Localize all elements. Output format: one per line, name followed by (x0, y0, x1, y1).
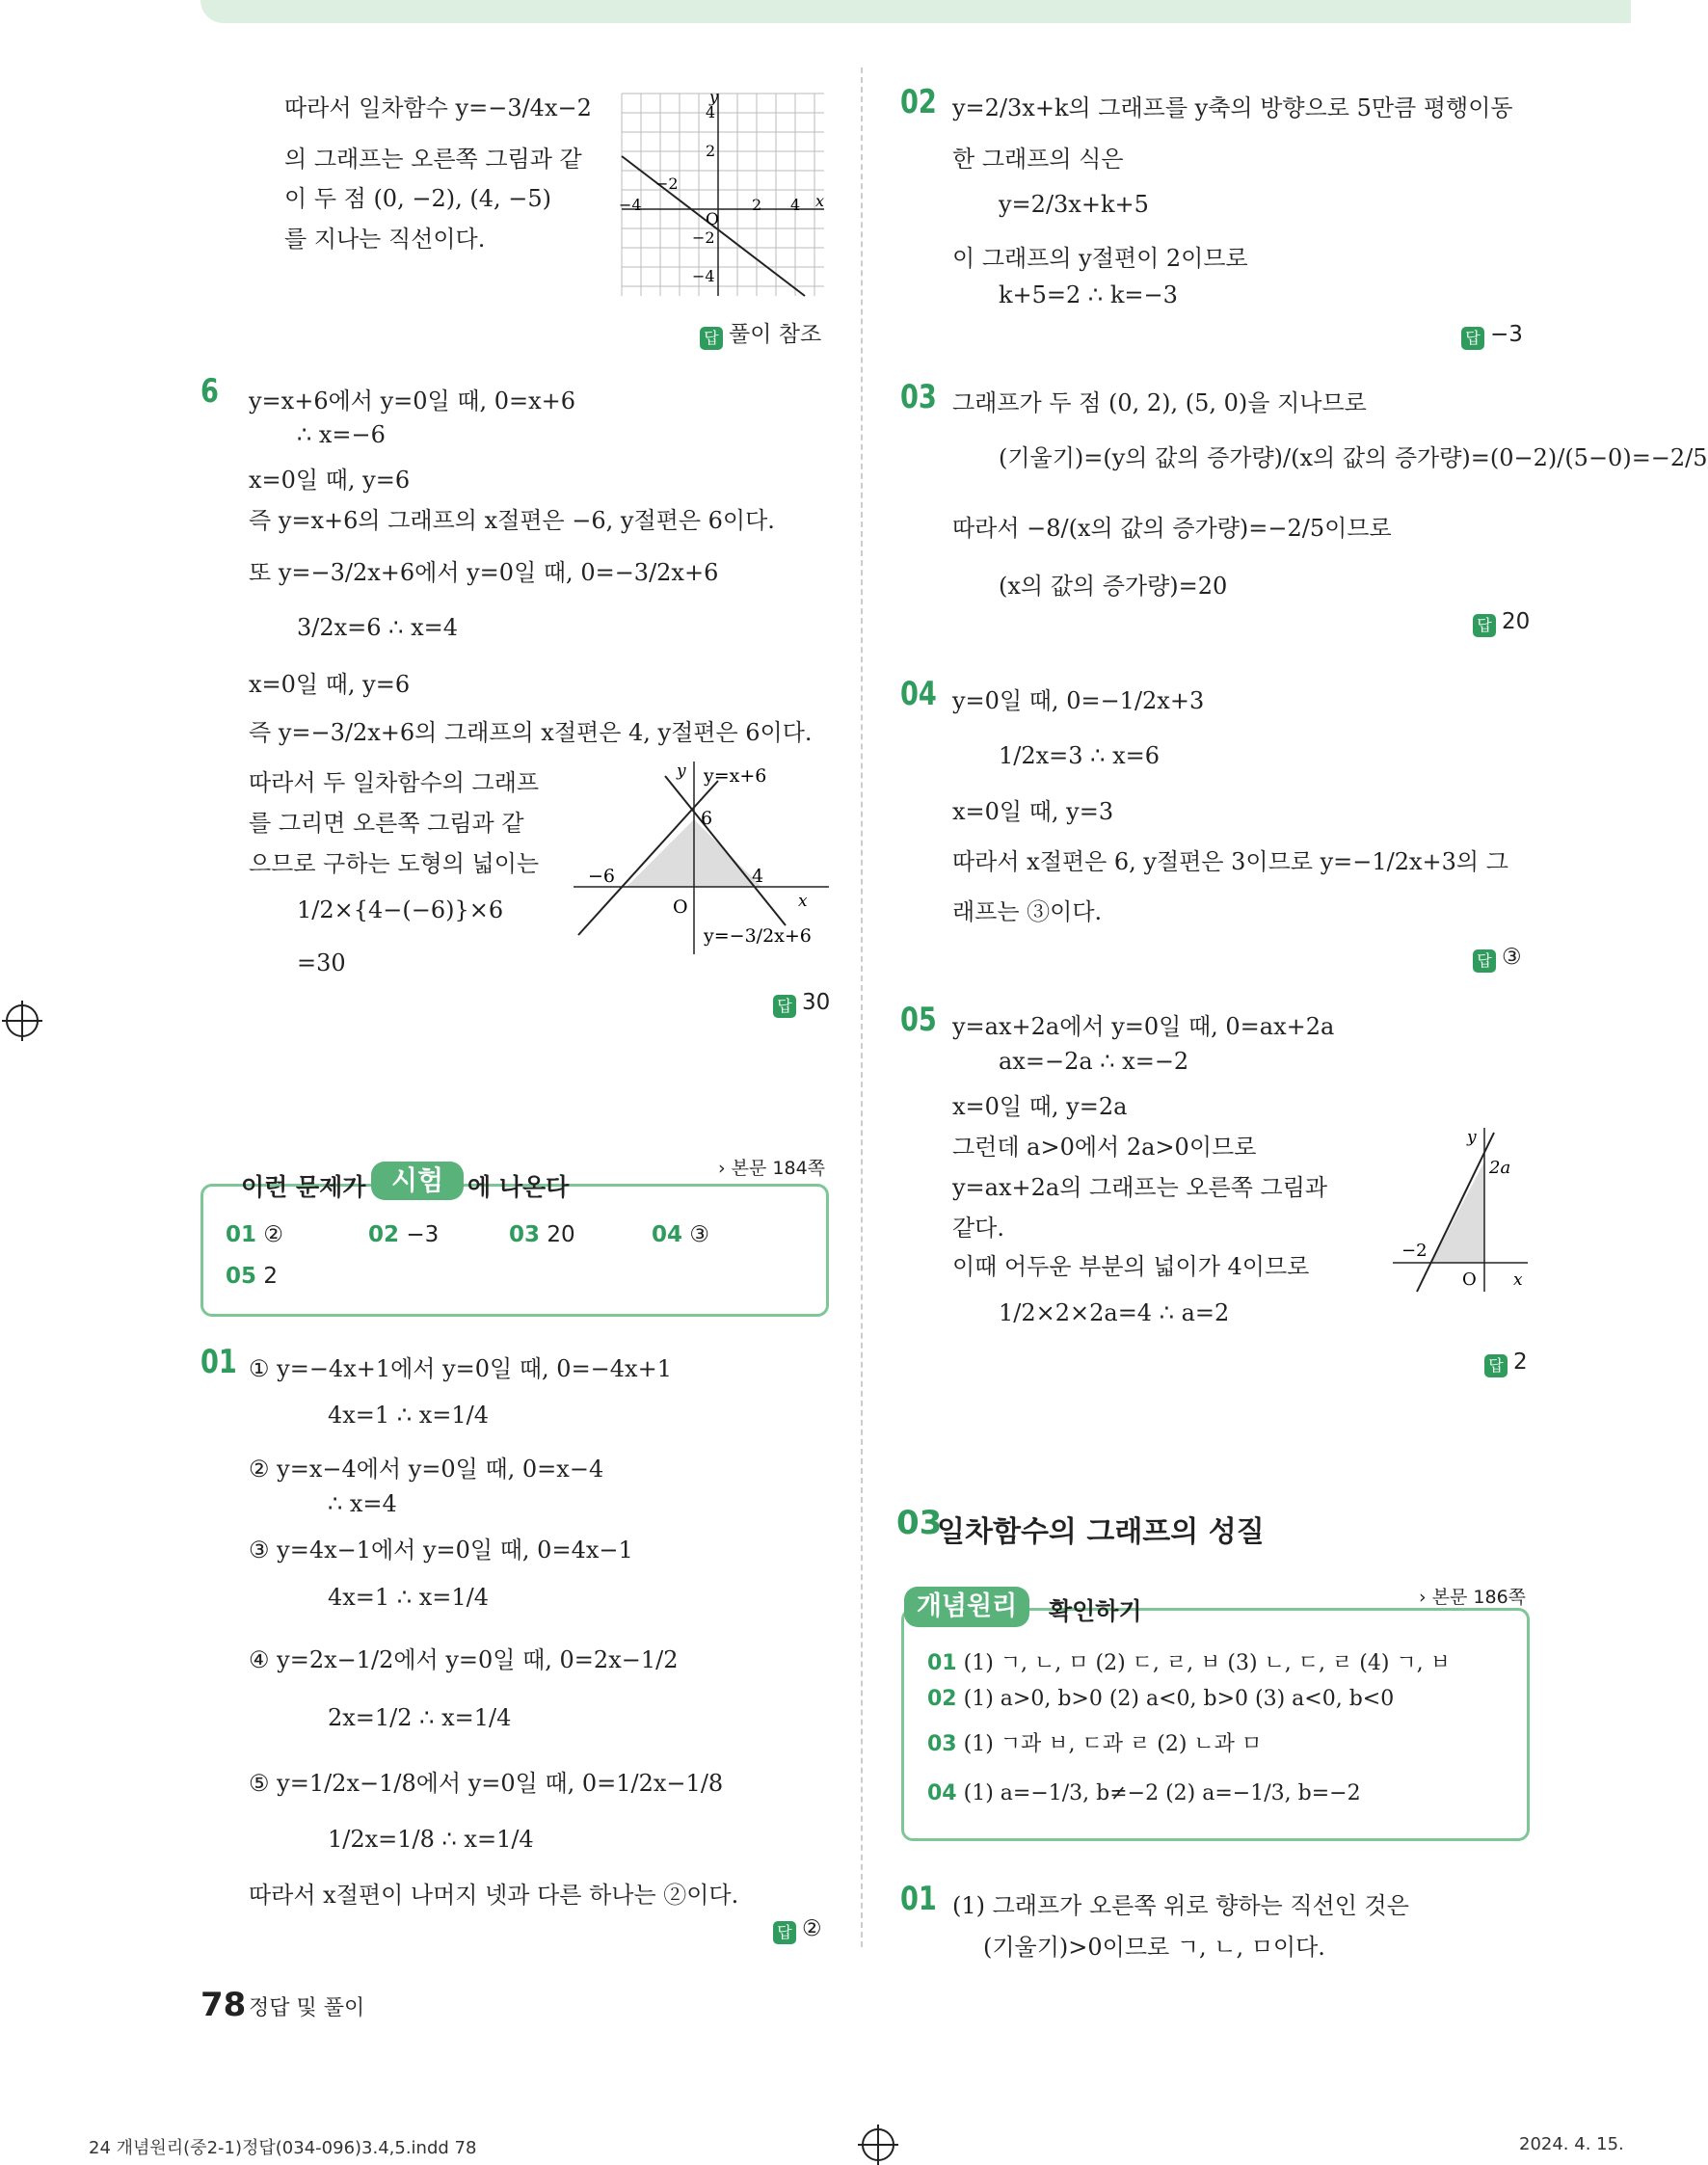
text-line: 그런데 a>0에서 2a>0이므로 (952, 1134, 1257, 1161)
text-line: 이때 어두운 부분의 넓이가 4이므로 (952, 1253, 1310, 1280)
text-line: 의 그래프는 오른쪽 그림과 같 (284, 146, 582, 173)
answer-line (773, 1916, 822, 1944)
problem-number: 01 (200, 1343, 237, 1381)
answer-badge-icon: 답 (700, 327, 723, 350)
text-line: 따라서 두 일차함수의 그래프 (249, 769, 540, 796)
registration-mark-icon (862, 2128, 894, 2161)
answer-value: ② (802, 1916, 822, 1941)
text-line: 한 그래프의 식은 (952, 146, 1124, 173)
text-line: 1/2×{4−(−6)}×6 (297, 896, 504, 923)
text-line: 같다. (952, 1215, 1004, 1242)
text-line: ② y=x−4에서 y=0일 때, 0=x−4 (249, 1456, 604, 1483)
graph-top-left (617, 89, 829, 301)
exam-item: 01 ② (226, 1222, 283, 1247)
text-line: y=ax+2a에서 y=0일 때, 0=ax+2a (952, 1013, 1335, 1040)
exam-box-ref-text: 본문 184쪽 (731, 1158, 826, 1179)
concept-box-title: 확인하기 (1049, 1597, 1142, 1625)
exam-item: 02 −3 (368, 1222, 440, 1247)
concept-box-frame (901, 1608, 1530, 1841)
answer-value: ③ (1502, 945, 1522, 970)
tick-label: −6 (588, 866, 616, 887)
tick-label: −2 (655, 174, 679, 193)
concept-box-pill: 개념원리 (904, 1587, 1029, 1627)
text-line: 래프는 ③이다. (952, 898, 1103, 925)
answer-badge-icon: 답 (1473, 614, 1496, 637)
text-line: y=x+6에서 y=0일 때, 0=x+6 (249, 388, 576, 414)
axis-y-label: y (677, 762, 686, 781)
tick-label: 2 (706, 142, 716, 160)
text-line: x=0일 때, y=6 (249, 467, 411, 494)
concept-item: 04 (1) a=−1/3, b≠−2 (2) a=−1/3, b=−2 (927, 1781, 1361, 1805)
tick-label: 2 (752, 196, 762, 214)
text-line: 따라서 −8/(x의 값의 증가량)=−2/5이므로 (952, 515, 1392, 542)
axis-y-label: y (709, 88, 719, 106)
axis-x-label: x (815, 192, 825, 210)
problem-number: 04 (900, 675, 937, 713)
footer-rule (0, 2101, 1631, 2102)
graph-problem-6 (569, 757, 839, 959)
tick-label: −2 (692, 228, 715, 247)
answer-line (773, 990, 830, 1018)
problem-number: 05 (900, 1001, 937, 1039)
problem-number: 01 (900, 1880, 937, 1918)
text-line: =30 (297, 949, 346, 976)
answer-badge-icon: 답 (1461, 327, 1484, 350)
text-line: 따라서 x절편은 6, y절편은 3이므로 y=−1/2x+3의 그 (952, 848, 1508, 875)
axis-y-label: y (1467, 1128, 1477, 1147)
answer-value: 2 (1513, 1350, 1528, 1375)
text-line: ③ y=4x−1에서 y=0일 때, 0=4x−1 (249, 1537, 633, 1564)
problem-number: 02 (900, 83, 937, 121)
text-line: 1/2x=3 ∴ x=6 (999, 742, 1160, 769)
column-divider (861, 67, 863, 1947)
answer-line (700, 316, 821, 350)
answer-line (1473, 609, 1530, 637)
text-line: x=0일 때, y=3 (952, 798, 1114, 825)
text-line: 으므로 구하는 도형의 넓이는 (249, 850, 540, 877)
page-label: 정답 및 풀이 (249, 1996, 365, 2020)
exam-item: 05 2 (226, 1264, 278, 1289)
answer-line (1484, 1350, 1528, 1377)
tick-label: 2a (1489, 1158, 1511, 1178)
tick-label: 4 (706, 103, 716, 121)
text-line: ⑤ y=1/2x−1/8에서 y=0일 때, 0=1/2x−1/8 (249, 1770, 724, 1797)
text-line: ① y=−4x+1에서 y=0일 때, 0=−4x+1 (249, 1355, 672, 1382)
text-line: ∴ x=4 (328, 1490, 397, 1517)
tick-label: −4 (619, 196, 642, 214)
answer-line (1461, 322, 1523, 350)
text-line: 따라서 x절편이 나머지 넷과 다른 하나는 ②이다. (249, 1882, 739, 1909)
origin-label: O (673, 896, 688, 918)
text-line: (기울기)>0이므로 ㄱ, ㄴ, ㅁ이다. (983, 1934, 1325, 1961)
concept-box-ref-text: 본문 186쪽 (1431, 1587, 1527, 1608)
answer-value: 20 (1502, 609, 1531, 634)
line-label: y=−3/2x+6 (704, 925, 812, 947)
text-line: x=0일 때, y=2a (952, 1093, 1128, 1120)
exam-item: 03 20 (509, 1222, 575, 1247)
tick-label: 6 (701, 808, 713, 829)
section-number: 03 (896, 1504, 943, 1542)
text-line: 3/2x=6 ∴ x=4 (297, 614, 458, 641)
text-line: (기울기)=(y의 값의 증가량)/(x의 값의 증가량)=(0−2)/(5−0)=−2/5 (999, 444, 1708, 471)
text-line: k+5=2 ∴ k=−3 (999, 281, 1178, 308)
tick-label: −2 (1401, 1241, 1428, 1261)
text-line: 를 그리면 오른쪽 그림과 같 (249, 810, 524, 837)
exam-box-title-post: 에 나온다 (467, 1173, 570, 1201)
text-line: 이 두 점 (0, −2), (4, −5) (284, 185, 551, 212)
problem-number: 6 (200, 372, 219, 411)
text-line: 즉 y=−3/2x+6의 그래프의 x절편은 4, y절편은 6이다. (249, 719, 813, 746)
text-line: 1/2×2×2a=4 ∴ a=2 (999, 1299, 1230, 1326)
text-line: 그래프가 두 점 (0, 2), (5, 0)을 지나므로 (952, 389, 1367, 416)
text-line: x=0일 때, y=6 (249, 671, 411, 698)
text-line: 또 y=−3/2x+6에서 y=0일 때, 0=−3/2x+6 (249, 559, 719, 586)
origin-label: O (1462, 1270, 1477, 1290)
text-line: 즉 y=x+6의 그래프의 x절편은 −6, y절편은 6이다. (249, 507, 775, 534)
text-line: ∴ x=−6 (297, 421, 386, 448)
concept-item: 01 (1) ㄱ, ㄴ, ㅁ (2) ㄷ, ㄹ, ㅂ (3) ㄴ, ㄷ, ㄹ (4) ㄱ, ㅂ (927, 1651, 1451, 1675)
text-line: y=2/3x+k+5 (999, 191, 1149, 218)
answer-line (1473, 945, 1522, 973)
exam-item: 04 ③ (652, 1222, 709, 1247)
registration-mark-icon (6, 1004, 39, 1037)
axis-x-label: x (798, 892, 808, 911)
text-line: 이 그래프의 y절편이 2이므로 (952, 245, 1248, 272)
answer-badge-icon: 답 (1473, 949, 1496, 973)
text-line: (1) 그래프가 오른쪽 위로 향하는 직선인 것은 (952, 1892, 1409, 1919)
chevron-right-icon: › (1419, 1587, 1427, 1608)
concept-box-ref (1419, 1583, 1526, 1609)
answer-badge-icon: 답 (773, 995, 796, 1018)
page-number: 78 (200, 1986, 247, 2024)
tick-label: −4 (692, 267, 715, 285)
exam-box-frame (200, 1184, 829, 1317)
text-line: 따라서 일차함수 y=−3/4x−2 (284, 94, 592, 121)
tick-label: 4 (752, 866, 764, 887)
problem-number: 03 (900, 378, 937, 416)
graph-problem-05 (1388, 1123, 1533, 1296)
answer-badge-icon: 답 (1484, 1354, 1508, 1377)
answer-value: −3 (1490, 322, 1523, 347)
text-line: y=ax+2a의 그래프는 오른쪽 그림과 (952, 1174, 1328, 1201)
text-line: y=2/3x+k의 그래프를 y축의 방향으로 5만큼 평행이동 (952, 94, 1513, 121)
text-line: 4x=1 ∴ x=1/4 (328, 1402, 489, 1429)
text-line: 2x=1/2 ∴ x=1/4 (328, 1704, 512, 1731)
exam-box-pill: 시험 (371, 1162, 464, 1200)
footer-file: 24 개념원리(중2-1)정답(034-096)3.4,5.indd 78 (89, 2138, 477, 2158)
answer-value: 풀이 참조 (729, 322, 822, 347)
tick-label: 4 (790, 196, 801, 214)
text-line: 를 지나는 직선이다. (284, 226, 486, 253)
top-band (200, 0, 1631, 23)
axis-x-label: x (1513, 1270, 1523, 1290)
concept-item: 03 (1) ㄱ과 ㅂ, ㄷ과 ㄹ (2) ㄴ과 ㅁ (927, 1732, 1263, 1756)
text-line: y=0일 때, 0=−1/2x+3 (952, 687, 1205, 714)
answer-value: 30 (802, 990, 831, 1015)
text-line: ax=−2a ∴ x=−2 (999, 1048, 1189, 1075)
text-line: 4x=1 ∴ x=1/4 (328, 1584, 489, 1611)
line-label: y=x+6 (704, 765, 767, 787)
origin-label: O (706, 210, 719, 229)
section-title: 일차함수의 그래프의 성질 (937, 1515, 1265, 1549)
concept-item: 02 (1) a>0, b>0 (2) a<0, b>0 (3) a<0, b<0 (927, 1687, 1395, 1711)
text-line: ④ y=2x−1/2에서 y=0일 때, 0=2x−1/2 (249, 1646, 679, 1673)
text-line: 1/2x=1/8 ∴ x=1/4 (328, 1826, 534, 1853)
answer-badge-icon: 답 (773, 1921, 796, 1944)
exam-box-title: 이런 문제가 (241, 1173, 366, 1201)
text-line: (x의 값의 증가량)=20 (999, 573, 1228, 600)
chevron-right-icon: › (718, 1158, 726, 1179)
exam-box-ref (718, 1154, 825, 1180)
footer-date: 2024. 4. 15. (1519, 2134, 1624, 2154)
